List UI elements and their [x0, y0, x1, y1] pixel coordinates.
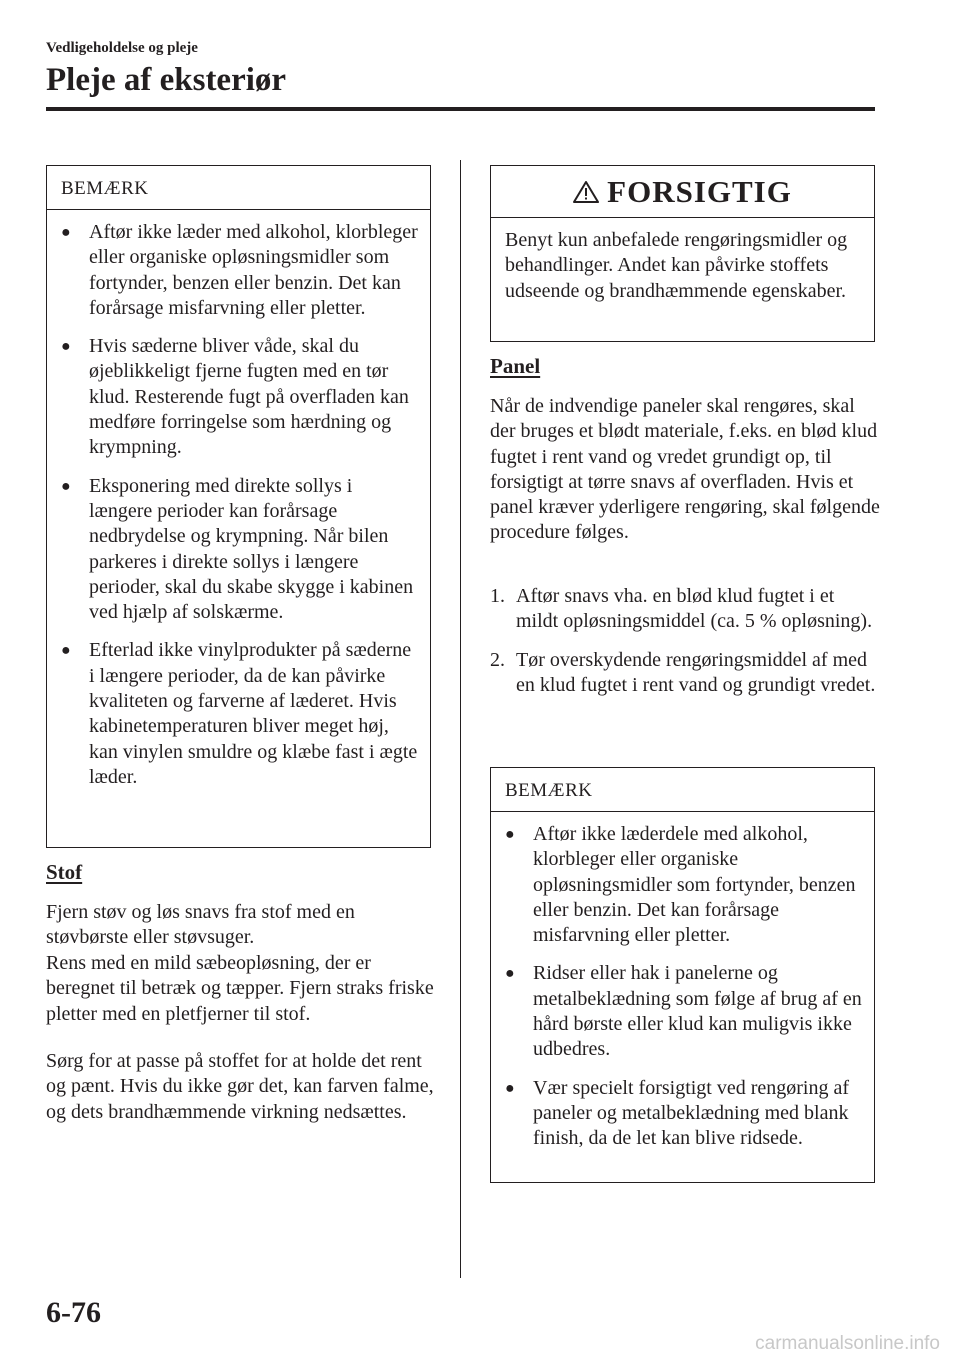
note-heading: BEMÆRK — [47, 166, 430, 210]
stof-heading: Stof — [46, 860, 83, 884]
note-item-text: Eksponering med direkte sollys i længere perioder kan forårsage nedbrydelse og krympning. Når bilen parkeres i direkte sollys i længere perioder, skal du skabe skygge i kabinen ved hjælp af solskærme. — [89, 474, 414, 624]
page-title: Pleje af eksteriør — [46, 62, 287, 98]
note-item-text: Efterlad ikke vinylprodukter på sæderne i længere perioder, da de kan påvirke kvaliteten og farverne af læderet. Hvis kabinetemperaturen bliver meget høj, kan vinylen smuldre og klæbe fast i ægte læder. — [89, 639, 418, 788]
column-divider — [460, 160, 461, 1278]
stof-paragraph-1: Fjern støv og løs snavs fra stof med en støvbørste eller støvsuger. — [46, 901, 355, 949]
panel-intro: Når de indvendige paneler skal rengøres, skal der bruges et blødt materiale, f.eks. en blød klud fugtet i rent vand og vredet grundigt op, til forsigtigt at tørre snavs af overfladen. Hvis et panel kræver yderligere rengøring, skal følgende procedure følges. — [490, 395, 880, 544]
step-number: 1. — [490, 585, 505, 607]
step-item — [490, 584, 880, 635]
caution-heading: FORSIGTIG — [607, 173, 792, 209]
caution-header — [491, 166, 874, 218]
note-item — [491, 1076, 864, 1152]
bullet-icon: ● — [61, 224, 71, 241]
bullet-icon: ● — [61, 477, 71, 495]
note-item — [47, 334, 420, 460]
step-number: 2. — [490, 648, 505, 671]
panel-steps — [490, 584, 880, 711]
note-item-text: Ridser eller hak i panelerne og metalbeklædning som følge af brug af en hård børste eller klud kan muligvis ikke udbedres. — [533, 962, 862, 1061]
watermark: carmanualsonline.info — [755, 1333, 940, 1354]
warning-triangle-icon — [573, 180, 599, 204]
note-item-text: Hvis sæderne bliver våde, skal du øjeblikkeligt fjerne fugten med en tør klud. Resterende fugt på overfladen kan medføre forringelse som hærdning og krympning. — [89, 335, 409, 459]
stof-paragraph-2: Rens med en mild sæbeopløsning, der er beregnet til betræk og tæpper. Fjern straks friske pletter med en pletfjerner til stof. — [46, 952, 434, 1025]
step-item — [490, 648, 880, 699]
note-item — [491, 822, 864, 948]
stof-paragraph-3: Sørg for at passe på stoffet for at holde det rent og pænt. Hvis du ikke gør det, kan farven falme, og dets brandhæmmende virkning nedsættes. — [46, 1050, 434, 1123]
note-item-text: Aftør ikke læder med alkohol, klorbleger eller organiske opløsningsmidler som fortynder, benzen eller benzin. Det kan forårsage misfarvning eller pletter. — [89, 221, 418, 319]
right-note-box — [490, 767, 875, 1183]
bullet-icon: ● — [505, 826, 515, 843]
note-item — [47, 220, 420, 321]
note-item — [491, 961, 864, 1062]
note-item — [47, 474, 420, 626]
note-item — [47, 638, 420, 790]
panel-heading: Panel — [490, 354, 541, 378]
page-number: 6-76 — [46, 1296, 101, 1329]
bullet-icon: ● — [505, 1079, 515, 1097]
bullet-icon: ● — [505, 965, 515, 983]
caution-text: Benyt kun anbefalede rengøringsmidler og behandlinger. Andet kan påvirke stoffets udseende og brandhæmmende egenskaber. — [505, 229, 848, 302]
section-label: Vedligeholdelse og pleje — [46, 40, 198, 56]
note-item-text: Vær specielt forsigtigt ved rengøring af paneler og metalbeklædning med blank finish, da de let kan blive ridsede. — [533, 1076, 850, 1150]
note-heading: BEMÆRK — [491, 768, 874, 812]
note-list — [47, 210, 430, 809]
bullet-icon: ● — [61, 338, 71, 356]
left-note-box — [46, 165, 431, 848]
note-list — [491, 812, 874, 1171]
note-item-text: Aftør ikke læderdele med alkohol, klorbleger eller organiske opløsningsmidler som fortynder, benzen eller benzin. Det kan forårsage misfarvning eller pletter. — [533, 823, 856, 947]
caution-box — [490, 165, 875, 342]
title-rule — [46, 107, 875, 111]
bullet-icon: ● — [61, 642, 71, 660]
step-text: Tør overskydende rengøringsmiddel af med en klud fugtet i rent vand og grundigt vredet. — [516, 648, 876, 696]
step-text: Aftør snavs vha. en blød klud fugtet i et mildt opløsningsmiddel (ca. 5 % opløsning). — [516, 585, 873, 633]
